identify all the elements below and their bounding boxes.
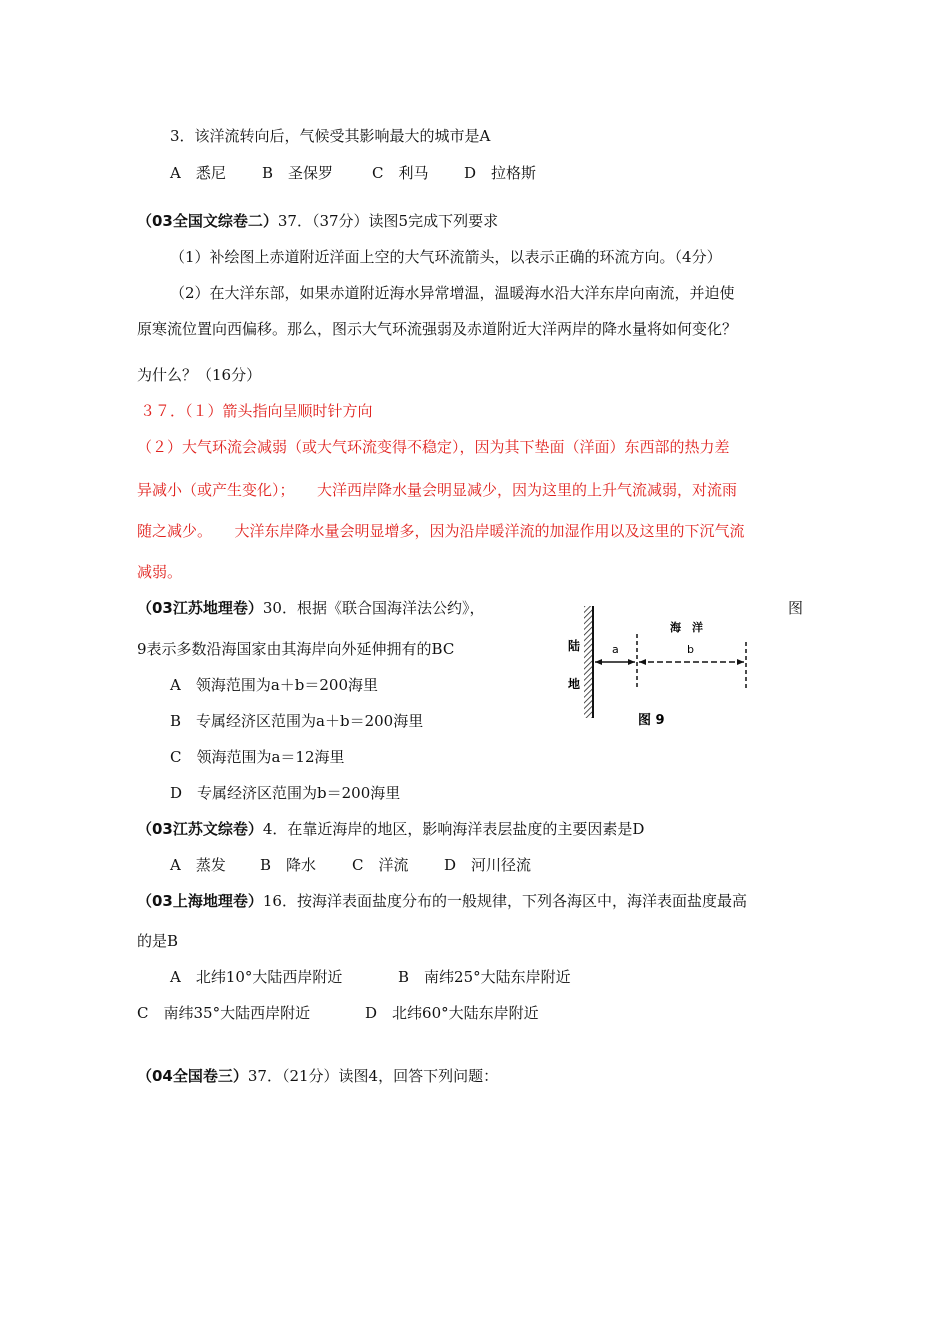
option-c: C 洋流 bbox=[352, 856, 409, 874]
label-a: a bbox=[612, 643, 619, 656]
arrow-a-head-right bbox=[628, 659, 635, 665]
question-37-part2-line3: 为什么？（16分） bbox=[137, 366, 262, 384]
question-source: （04全国卷三） bbox=[137, 1067, 248, 1085]
question-4-options bbox=[170, 855, 531, 875]
option-c: C 利马 bbox=[372, 164, 429, 182]
question-30-option-a: A 领海范围为a＋b＝200海里 bbox=[170, 676, 379, 694]
question-16-options-row2 bbox=[137, 1003, 539, 1023]
question-source: （03全国文综卷二） bbox=[137, 212, 278, 230]
question-source: （03江苏地理卷） bbox=[137, 599, 263, 617]
option-b: B 南纬25°大陆东岸附近 bbox=[398, 968, 571, 986]
question-16-options-row1 bbox=[170, 967, 571, 987]
land-label-top: 陆 bbox=[568, 639, 581, 653]
answer-37-line5: 减弱。 bbox=[137, 563, 183, 581]
question-source: （03江苏文综卷） bbox=[137, 820, 263, 838]
option-a: A 蒸发 bbox=[170, 856, 226, 874]
arrow-b-head-right bbox=[737, 659, 744, 665]
question-3-stem: 3．该洋流转向后，气候受其影响最大的城市是A bbox=[170, 127, 491, 145]
option-a: A 悉尼 bbox=[170, 164, 226, 182]
option-b: B 降水 bbox=[260, 856, 317, 874]
question-37-header bbox=[137, 211, 498, 231]
option-c: C 南纬35°大陆西岸附近 bbox=[137, 1004, 311, 1022]
question-30-stem-line1-end: 图 bbox=[788, 599, 804, 617]
question-30-stem-line2: 9表示多数沿海国家由其海岸向外延伸拥有的BC bbox=[137, 640, 455, 658]
answer-37-line2: （２）大气环流会减弱（或大气环流变得不稳定），因为其下垫面（洋面）东西部的热力差 bbox=[137, 438, 730, 456]
option-b: B 圣保罗 bbox=[262, 164, 334, 182]
question-16-stem-line1: 16．按海洋表面盐度分布的一般规律，下列各海区中，海洋表面盐度最高 bbox=[262, 892, 747, 910]
option-d: D 北纬60°大陆东岸附近 bbox=[365, 1004, 539, 1022]
question-4-stem: 4．在靠近海岸的地区，影响海洋表层盐度的主要因素是D bbox=[262, 820, 645, 838]
question-37-part1: （1）补绘图上赤道附近洋面上空的大气环流箭头，以表示正确的环流方向。（4分） bbox=[170, 248, 722, 266]
land-label-bottom: 地 bbox=[568, 677, 581, 691]
ocean-label: 海 洋 bbox=[670, 621, 703, 634]
question-37-part2-line1: （2）在大洋东部，如果赤道附近海水异常增温，温暖海水沿大洋东岸向南流，并迫使 bbox=[170, 284, 735, 302]
question-30-option-b: B 专属经济区范围为a＋b＝200海里 bbox=[170, 712, 424, 730]
question-30-header bbox=[137, 598, 484, 618]
arrow-b-head-left bbox=[639, 659, 646, 665]
question-30-option-d: D 专属经济区范围为b＝200海里 bbox=[170, 784, 401, 802]
question-37b-header bbox=[137, 1066, 498, 1086]
question-16-header bbox=[137, 891, 747, 911]
figure-caption: 图 9 bbox=[638, 713, 665, 728]
option-d: D 河川径流 bbox=[444, 856, 532, 874]
question-16-stem-line2: 的是B bbox=[137, 932, 179, 950]
answer-37-line3: 异减小（或产生变化）； 大洋西岸降水量会明显减少，因为这里的上升气流减弱，对流雨 bbox=[137, 481, 738, 499]
coastline-hatch bbox=[584, 606, 593, 718]
option-a: A 北纬10°大陆西岸附近 bbox=[170, 968, 343, 986]
question-37b-stem: 37．（21分）读图4，回答下列问题： bbox=[247, 1067, 499, 1085]
answer-37-line4: 随之减少。 大洋东岸降水量会明显增多，因为沿岸暖洋流的加湿作用以及这里的下沉气流 bbox=[137, 522, 745, 540]
arrow-a-head-left bbox=[595, 659, 602, 665]
question-4-header bbox=[137, 819, 644, 839]
figure-9-diagram bbox=[562, 600, 762, 730]
question-37-part2-line2: 原寒流位置向西偏移。那么，图示大气环流强弱及赤道附近大洋两岸的降水量将如何变化？ bbox=[137, 320, 738, 338]
answer-37-line1: ３７．（１）箭头指向呈顺时针方向 bbox=[140, 402, 373, 420]
question-source: （03上海地理卷） bbox=[137, 892, 263, 910]
option-d: D 拉格斯 bbox=[464, 164, 537, 182]
question-30-option-c: C 领海范围为a＝12海里 bbox=[170, 748, 345, 766]
question-37-stem: 37．（37分）读图5完成下列要求 bbox=[277, 212, 499, 230]
question-3-options bbox=[170, 163, 536, 183]
question-30-stem-line1: 30．根据《联合国海洋法公约》， bbox=[262, 599, 485, 617]
label-b: b bbox=[687, 643, 694, 656]
